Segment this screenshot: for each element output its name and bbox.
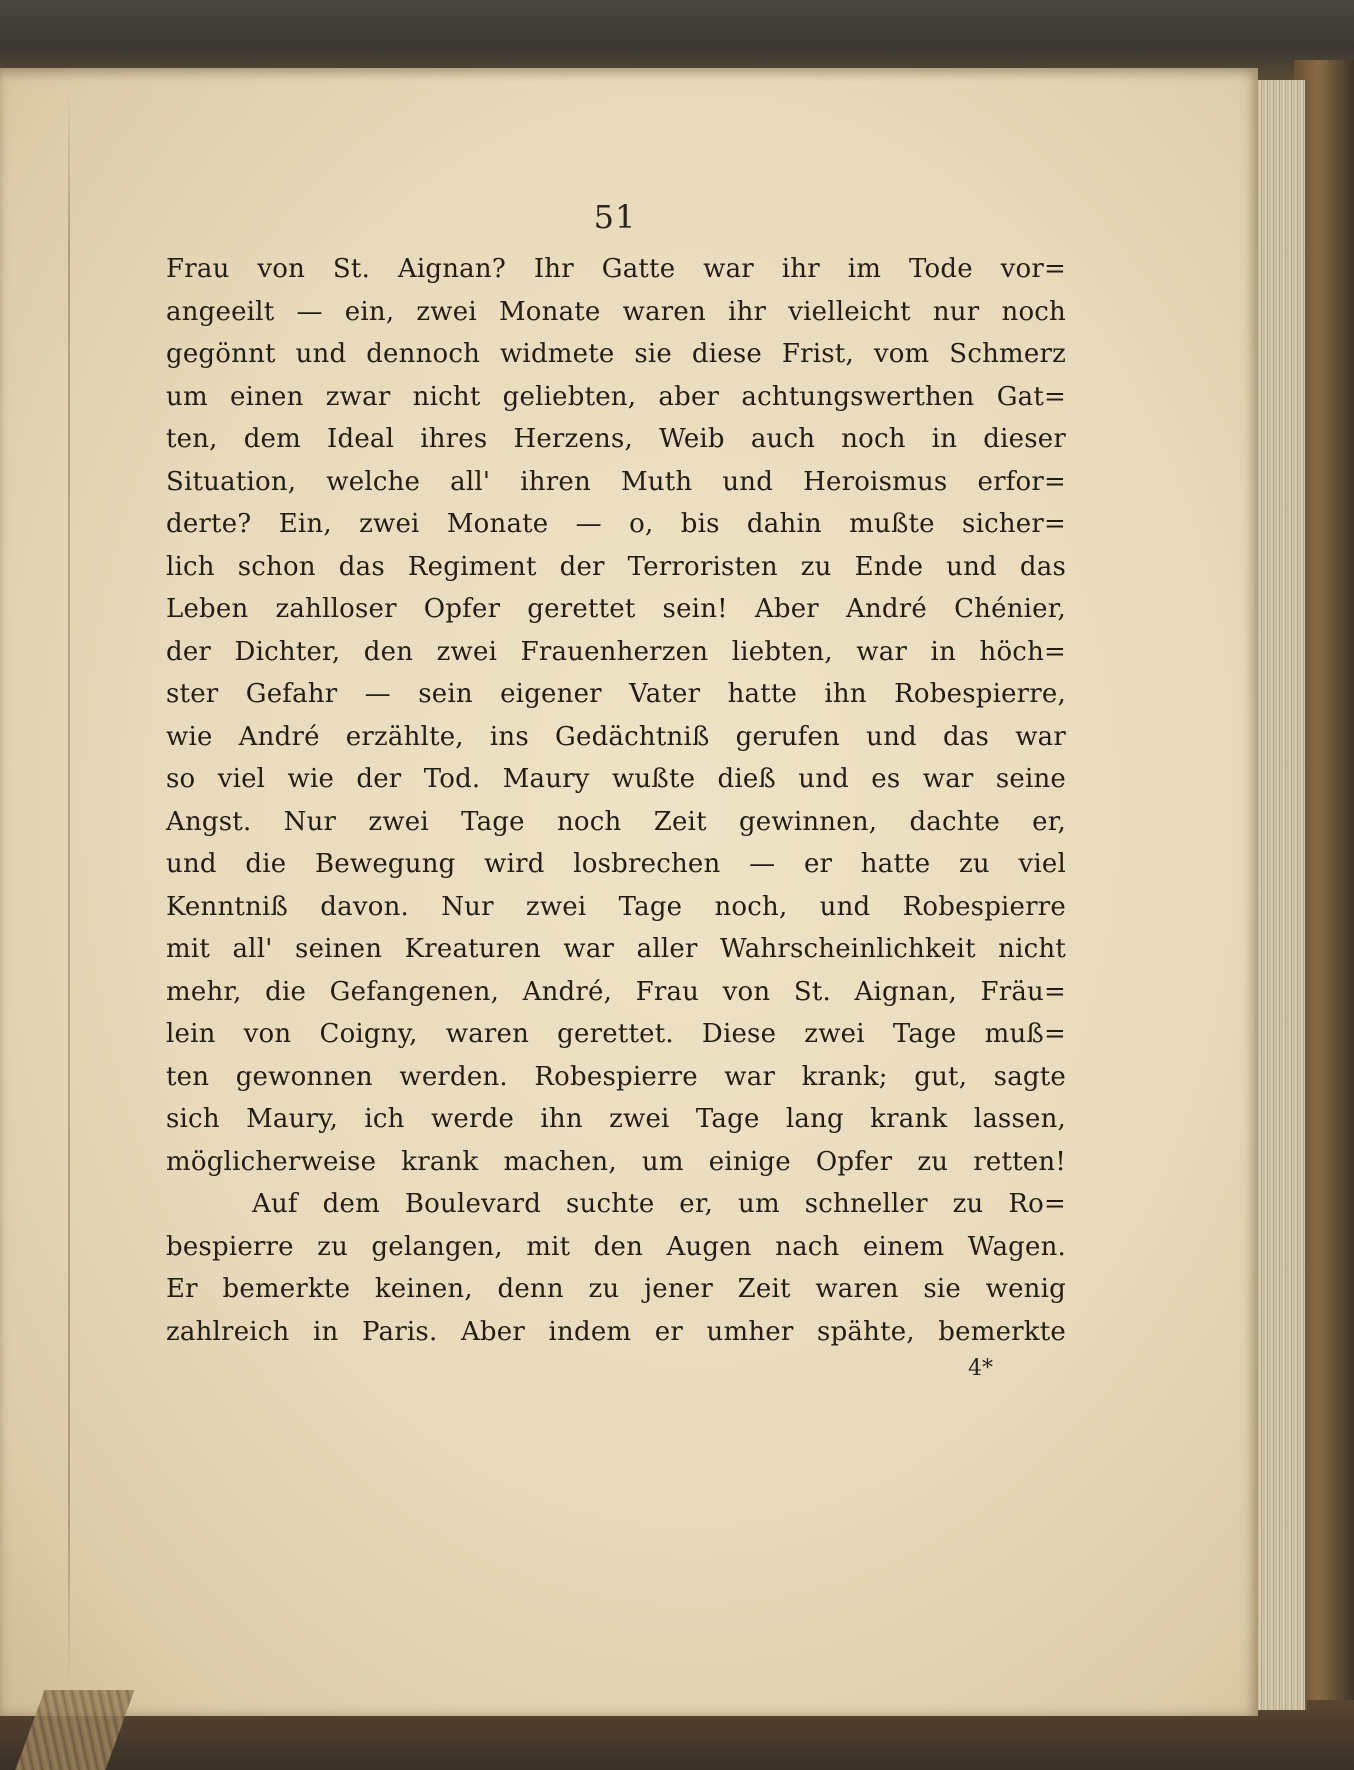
- page-edges: [1250, 80, 1307, 1710]
- text-line: mit all' seinen Kreaturen war aller Wahrscheinlichkeit nicht: [166, 934, 1066, 964]
- text-line: Situation, welche all' ihren Muth und Heroismus erfor=: [166, 466, 1066, 497]
- text-line: lein von Coigny, waren gerettet. Diese zwei Tage muß=: [166, 1019, 1066, 1049]
- page-number: 51: [593, 198, 637, 236]
- text-line: der Dichter, den zwei Frauenherzen liebten, war in höch=: [166, 636, 1066, 667]
- text-line: und die Bewegung wird losbrechen — er hatte zu viel: [166, 849, 1066, 879]
- text-line: Angst. Nur zwei Tage noch Zeit gewinnen, dachte er,: [166, 806, 1066, 837]
- page-gutter: [68, 88, 70, 1688]
- text-line: ten gewonnen werden. Robespierre war krank; gut, sagte: [166, 1061, 1066, 1092]
- text-line: Kenntniß davon. Nur zwei Tage noch, und Robespierre: [166, 891, 1066, 922]
- text-line: möglicherweise krank machen, um einige Opfer zu retten!: [166, 1146, 1066, 1177]
- text-line: ten, dem Ideal ihres Herzens, Weib auch noch in dieser: [166, 424, 1066, 454]
- text-line: Leben zahlloser Opfer gerettet sein! Aber André Chénier,: [166, 594, 1066, 624]
- text-line: bespierre zu gelangen, mit den Augen nach einem Wagen.: [166, 1231, 1066, 1262]
- text-line: Frau von St. Aignan? Ihr Gatte war ihr im Tode vor=: [166, 254, 1066, 284]
- text-line: lich schon das Regiment der Terroristen zu Ende und das: [166, 551, 1066, 582]
- text-line: Auf dem Boulevard suchte er, um schneller zu Ro=: [252, 1189, 1066, 1219]
- text-line: so viel wie der Tod. Maury wußte dieß und es war seine: [166, 764, 1066, 794]
- printer-signature: 4*: [968, 1356, 993, 1381]
- text-line: gegönnt und dennoch widmete sie diese Frist, vom Schmerz: [166, 339, 1066, 369]
- text-line: Er bemerkte keinen, denn zu jener Zeit waren sie wenig: [166, 1274, 1066, 1304]
- text-line: wie André erzählte, ins Gedächtniß gerufen und das war: [166, 721, 1066, 752]
- text-line: um einen zwar nicht geliebten, aber achtungswerthen Gat=: [166, 381, 1066, 412]
- text-line: ster Gefahr — sein eigener Vater hatte ihn Robespierre,: [166, 679, 1066, 709]
- text-line: sich Maury, ich werde ihn zwei Tage lang krank lassen,: [166, 1104, 1066, 1134]
- text-line: zahlreich in Paris. Aber indem er umher spähte, bemerkte: [166, 1316, 1066, 1347]
- body-text: [166, 248, 1066, 1353]
- text-line: angeeilt — ein, zwei Monate waren ihr vielleicht nur noch: [166, 296, 1066, 327]
- text-line: derte? Ein, zwei Monate — o, bis dahin mußte sicher=: [166, 509, 1066, 539]
- text-line: mehr, die Gefangenen, André, Frau von St. Aignan, Fräu=: [166, 976, 1066, 1007]
